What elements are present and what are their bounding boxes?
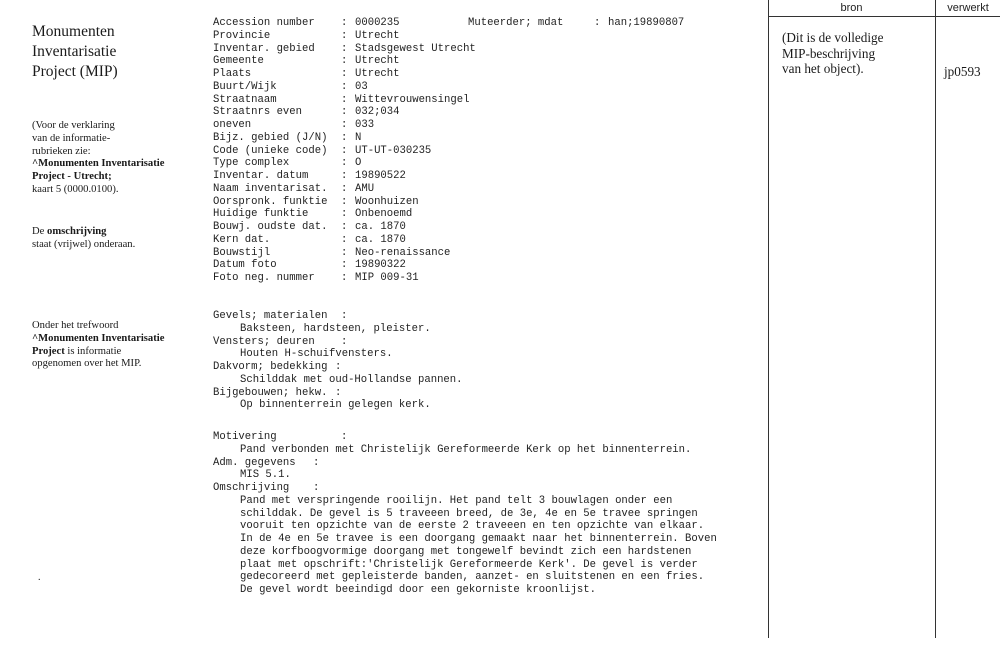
field-value: ca. 1870 (355, 221, 406, 233)
field-row (213, 221, 476, 234)
dakvorm-value: Schilddak met oud-Hollandse pannen. (240, 373, 463, 386)
omschrijving-line: Pand met verspringende rooilijn. Het pand telt 3 bouwlagen onder een (240, 494, 673, 507)
field-value: 03 (355, 80, 368, 93)
field-row (213, 145, 476, 158)
field-label: Bijz. gebied (J/N) (213, 131, 328, 144)
bron-verwerkt-panel (768, 0, 1000, 649)
note-text: is informatie (64, 345, 122, 357)
field-row (213, 55, 476, 68)
vensters-value: Houten H-schuifvensters. (240, 348, 393, 361)
field-value: Onbenoemd (355, 208, 413, 221)
field-row (213, 68, 476, 81)
bron-line: MIP-beschrijving (782, 45, 876, 61)
bron-text (782, 30, 883, 77)
field-row (213, 196, 476, 209)
note-bold-word: omschrijving (47, 226, 107, 237)
field-value: O (355, 157, 362, 170)
note-bold-word: Project (32, 345, 65, 357)
omschrijving-note (32, 226, 192, 252)
field-row (213, 17, 476, 30)
field-value: 19890322 (355, 259, 406, 272)
motivering-label: Motivering (213, 431, 277, 443)
field-label: Provincie (213, 29, 271, 42)
muteerder-value: han;19890807 (608, 17, 685, 29)
bron-line: (Dit is de volledige (782, 30, 884, 45)
field-value: Wittevrouwensingel (355, 93, 470, 106)
field-row (213, 43, 476, 56)
field-colon: : (341, 106, 348, 119)
field-colon: : (341, 431, 348, 443)
field-value: Utrecht (355, 55, 400, 68)
field-label: Oorspronk. funktie (213, 195, 328, 208)
stray-dot: . (38, 572, 41, 583)
field-value: 033 (355, 119, 375, 131)
field-colon: : (341, 93, 348, 106)
note-bold-line: ^Monumenten Inventarisatie (32, 158, 165, 170)
field-colon: : (341, 208, 348, 221)
field-colon: : (341, 144, 348, 157)
field-colon: : (341, 80, 348, 93)
field-value: Utrecht (355, 68, 400, 80)
muteerder-label: Muteerder; mdat (468, 17, 564, 29)
omschrijving-line: De gevel wordt beeindigd door een gekorniste kroonlijst. (240, 584, 597, 596)
field-label: Code (unieke code) (213, 144, 328, 157)
field-value: Utrecht (355, 29, 400, 42)
field-label: Bouwj. oudste dat. (213, 221, 328, 233)
dakvorm-label: Dakvorm; bedekking (213, 361, 328, 373)
field-label: Datum foto (213, 259, 277, 272)
field-label: Bouwstijl (213, 246, 271, 259)
field-colon: : (335, 386, 342, 399)
field-colon: : (341, 233, 348, 246)
field-row (213, 247, 476, 260)
field-value: Stadsgewest Utrecht (355, 42, 476, 55)
field-label: Type complex (213, 157, 290, 170)
field-label: Foto neg. nummer (213, 272, 315, 284)
field-label: Inventar. datum (213, 170, 309, 182)
note-line: staat (vrijwel) onderaan. (32, 238, 136, 250)
field-value: N (355, 131, 362, 144)
field-value: ca. 1870 (355, 233, 406, 246)
title-line-1: Monumenten (32, 23, 115, 40)
field-row (213, 81, 476, 94)
omschrijving-line: In de 4e en 5e travee is een doorgang gemaakt naar het binnenterrein. Boven (240, 533, 717, 545)
field-row (213, 106, 476, 119)
adm-value: MIS 5.1. (240, 469, 291, 482)
field-label: Buurt/Wijk (213, 80, 277, 93)
field-value: Woonhuizen (355, 195, 419, 208)
mip-title (32, 22, 182, 82)
field-colon: : (341, 335, 348, 348)
field-value: 032;034 (355, 106, 400, 119)
note-line: (Voor de verklaring (32, 120, 115, 131)
field-colon: : (341, 170, 348, 182)
field-row (213, 132, 476, 145)
muteerder-field (468, 17, 684, 30)
field-label: Straatnaam (213, 93, 277, 106)
omschrijving-line: plaat met opschrift:'Christelijk Gereformeerde Kerk'. De gevel is verder (240, 558, 698, 571)
omschrijving-line: deze korfboogvormige doorgang met tongewelf bevindt zich een hardstenen (240, 545, 692, 558)
field-colon: : (341, 221, 348, 233)
verwerkt-value: jp0593 (944, 64, 981, 79)
trefwoord-note (32, 320, 192, 371)
field-label: Naam inventarisat. (213, 182, 328, 195)
bron-line: van het object). (782, 61, 864, 76)
field-value: MIP 009-31 (355, 272, 419, 284)
bijgebouwen-label: Bijgebouwen; hekw. (213, 386, 328, 399)
materials-section (213, 310, 463, 412)
field-label: oneven (213, 119, 252, 131)
field-value: UT-UT-030235 (355, 144, 432, 157)
bron-header: bron (840, 2, 863, 14)
note-bold-line: Project - Utrecht; (32, 171, 112, 183)
field-label: Kern dat. (213, 233, 271, 246)
field-colon: : (313, 456, 320, 469)
info-note (32, 120, 192, 197)
field-row (213, 259, 476, 272)
omschrijving-line: gedecoreerd met gepleisterde banden, aanzet- en sluitstenen en een fries. (240, 571, 705, 584)
verwerkt-header: verwerkt (947, 2, 989, 14)
bijgebouwen-value: Op binnenterrein gelegen kerk. (240, 399, 431, 412)
omschrijving-line: vooruit ten opzichte van de eerste 2 traveeen en ten opzichte van elkaar. (240, 520, 705, 533)
field-value: 0000235 (355, 17, 400, 29)
field-row (213, 170, 476, 183)
field-colon: : (341, 131, 348, 144)
field-colon: : (313, 482, 320, 494)
field-colon: : (341, 29, 348, 42)
motivering-section (213, 431, 717, 597)
field-row (213, 183, 476, 196)
note-line: opgenomen over het MIP. (32, 358, 142, 370)
omschrijving-label: Omschrijving (213, 482, 290, 494)
field-label: Gemeente (213, 55, 264, 68)
field-value: Neo-renaissance (355, 246, 451, 259)
adm-label: Adm. gegevens (213, 456, 296, 469)
field-value: 19890522 (355, 170, 406, 182)
motivering-value: Pand verbonden met Christelijk Gereformeerde Kerk op het binnenterrein. (240, 443, 692, 456)
field-row (213, 208, 476, 221)
note-text: De (32, 226, 48, 237)
note-bold-line: ^Monumenten Inventarisatie (32, 332, 165, 344)
field-colon: : (341, 246, 348, 259)
field-colon: : (341, 259, 348, 272)
field-colon: : (341, 182, 348, 195)
note-line: van de informatie- (32, 132, 111, 144)
field-row (213, 272, 476, 285)
field-colon: : (341, 119, 348, 131)
note-line: rubrieken zie: (32, 145, 91, 157)
field-row (213, 157, 476, 170)
header-divider (768, 16, 1000, 17)
column-divider (768, 0, 769, 638)
field-colon: : (341, 272, 348, 284)
title-line-3: Project (MIP) (32, 63, 118, 80)
title-line-2: Inventarisatie (32, 43, 117, 60)
note-line: Onder het trefwoord (32, 320, 119, 331)
note-line: kaart 5 (0000.0100). (32, 183, 119, 195)
field-colon: : (341, 17, 348, 29)
field-row (213, 119, 476, 132)
field-row (213, 30, 476, 43)
field-label: Inventar. gebied (213, 42, 315, 55)
gevels-value: Baksteen, hardsteen, pleister. (240, 322, 431, 335)
field-label: Plaats (213, 68, 252, 80)
field-label: Straatnrs even (213, 106, 303, 119)
column-divider (935, 0, 936, 638)
gevels-label: Gevels; materialen (213, 310, 328, 322)
vensters-label: Vensters; deuren (213, 335, 315, 348)
field-colon: : (341, 195, 348, 208)
field-colon: : (335, 361, 342, 373)
field-row (213, 234, 476, 247)
omschrijving-line: schilddak. De gevel is 5 traveeen breed, de 3e, 4e en 5e travee springen (240, 507, 698, 520)
field-colon: : (341, 310, 348, 322)
field-colon: : (341, 42, 348, 55)
field-label: Huidige funktie (213, 208, 309, 221)
field-colon: : (341, 55, 348, 68)
field-colon: : (594, 17, 601, 29)
field-row (213, 94, 476, 107)
record-fields (213, 17, 476, 285)
field-label: Accession number (213, 17, 315, 29)
field-value: AMU (355, 182, 375, 195)
field-colon: : (341, 68, 348, 80)
field-colon: : (341, 157, 348, 170)
